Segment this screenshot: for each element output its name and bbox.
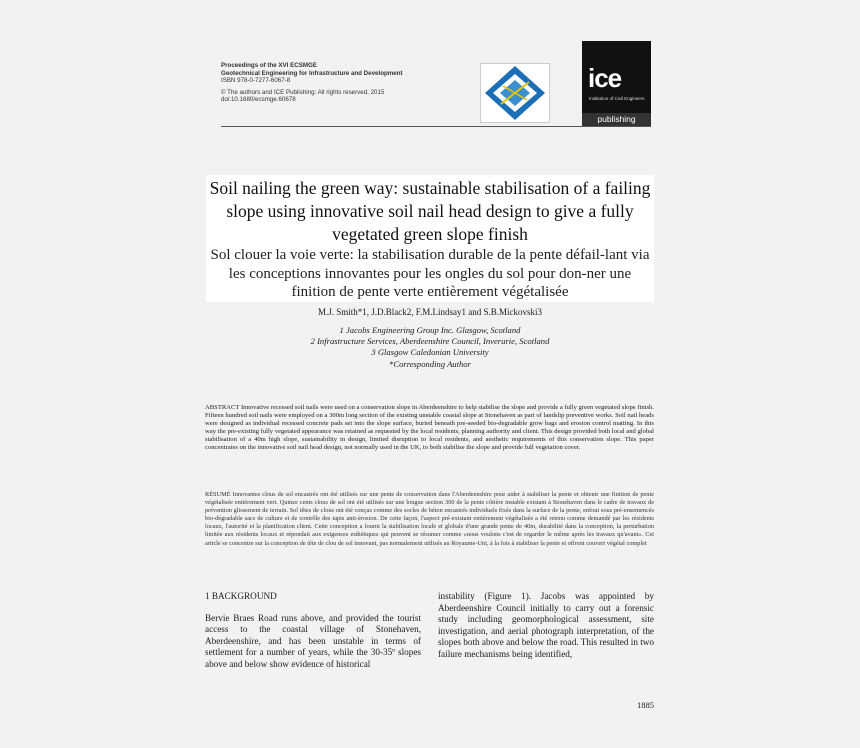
section-heading: 1 BACKGROUND xyxy=(205,591,277,601)
proceedings-info xyxy=(221,62,471,104)
ice-publishing-logo xyxy=(582,41,651,126)
body-column-left xyxy=(205,591,421,671)
ice-logo-publishing: publishing xyxy=(582,113,651,126)
paper-title-english: Soil nailing the green way: sustainable stabilisation of a failing slope using innovative soil nail head design to give a fully vegetated green slope finish xyxy=(209,178,651,244)
header-rule xyxy=(221,126,651,127)
ice-logo-subtitle: Institution of Civil Engineers xyxy=(589,96,645,101)
authors-line: M.J. Smith*1, J.D.Black2, F.M.Lindsay1 and S.B.Mickovski3 xyxy=(317,307,543,317)
affiliation-1: 1 Jacobs Engineering Group Inc. Glasgow, Scotland xyxy=(339,325,521,335)
body-text-left: Bervie Braes Road runs above, and provided the tourist access to the coastal village of Stonehaven, Aberdeenshire, and has been unstable in terms of settlement for a number of years, while the 30-35º slopes above and below show evidence of historical xyxy=(205,612,421,669)
body-text-right: instability (Figure 1). Jacobs was appointed by Aberdeenshire Council initially to carry out a forensic study including geomorphological assessment, site investigation, and aerial photograph interpretation, of the slopes both above and below the road. This resulted in two failure mechanisms being identified, xyxy=(438,591,654,659)
affiliations xyxy=(206,325,654,370)
ice-logo-text: ice xyxy=(588,63,622,93)
abstract: ABSTRACT Innovative recessed soil nails were used on a conservation slope in Aberdeenshire to help stabilise the slope and provide a fully green vegetated slope finish. Fifteen hundred soil nails were employed on a 300m long section of the existing unstable coastal slope at Stonehaven as part of landslip preventive works. Soil nail heads were designed as individual recessed concrete pads set into the slope surface, buried beneath pre-seeded bio-degradable grow bags and erosion control matting. In this way the pre-existing fully vegetated appearance was retained as requested by the local residents, planning authority and client. This design provided both local and global stabilisation of a 40m high slope, sustainability in design, limited disruption to local residents, and aesthetic requirements of this conservation slope. This paper concentrates on the innovative soil nail head design, not normally used in the UK, to both stabilise the slope and provide full vegetation cover. xyxy=(205,404,654,452)
body-column-right xyxy=(438,591,654,661)
corresponding-author: *Corresponding Author xyxy=(389,358,471,369)
conference-logo xyxy=(480,63,550,123)
proceedings-title: Proceedings of the XVI ECSMGE xyxy=(221,62,317,69)
copyright: © The authors and ICE Publishing: All rights reserved, 2015 xyxy=(221,88,385,96)
affiliation-3: 3 Glasgow Caledonian University xyxy=(371,347,489,358)
page-number: 1885 xyxy=(637,700,654,710)
isbn: ISBN 978-0-7277-6067-8 xyxy=(221,77,291,85)
doi: doi:10.1680/ecsmge.60678 xyxy=(221,96,296,104)
proceedings-subtitle: Geotechnical Engineering for Infrastructure and Development xyxy=(221,69,403,77)
paper-title-french: Sol clouer la voie verte: la stabilisation durable de la pente défail-lant via les conceptions innovantes pour les ongles du sol pour don-ner une finition de pente verte entièrement végétalisée xyxy=(210,247,650,300)
conference-logo-icon xyxy=(481,64,549,122)
resume: RÉSUMÉ Innovantes clous de sol encastrés ont été utilisés sur une pente de conservation dans l'Aberdeenshire pour aider à stabiliser la pente et obtenir une finition de pente végétalisée entièrement vert. Quinze cents clous de sol ont été utilisés sur une longue section 300 de la pente côtière instable existant à Stonehaven dans le cadre de travaux de prévention glissement de terrain. Sol têtes de clous ont été conçus comme des socles de béton encastrés individuels fixés dans la surface de la pente, enfoui sous pré-ensemencés bio-dégradable sacs de culture et de contrôle des tapis anti-érosion. De cette façon, l'aspect pré-existant entièrement végétalisée a été retenu comme demandé par les résidents locaux, l'autorité et la planification client. Cette conception a fourni la stabilisation locale et globale d'une grande pente de 40m, durabilité dans la conception, la perturbation limitée aux résidents locaux et répondait aux exigences esthétiques qui peuvent se résumer comme «nous voulons c'est de regarder le même après les travaux qu'avant». Cet article se concentre sur la conception de tête de clou de sol innovant, pas normalement utilisés au Royaume-Uni, à la fois à stabiliser la pente et offrent couvert végétal complet xyxy=(205,491,654,547)
affiliation-2: 2 Infrastructure Services, Aberdeenshire Council, Inverurie, Scotland xyxy=(310,336,550,347)
